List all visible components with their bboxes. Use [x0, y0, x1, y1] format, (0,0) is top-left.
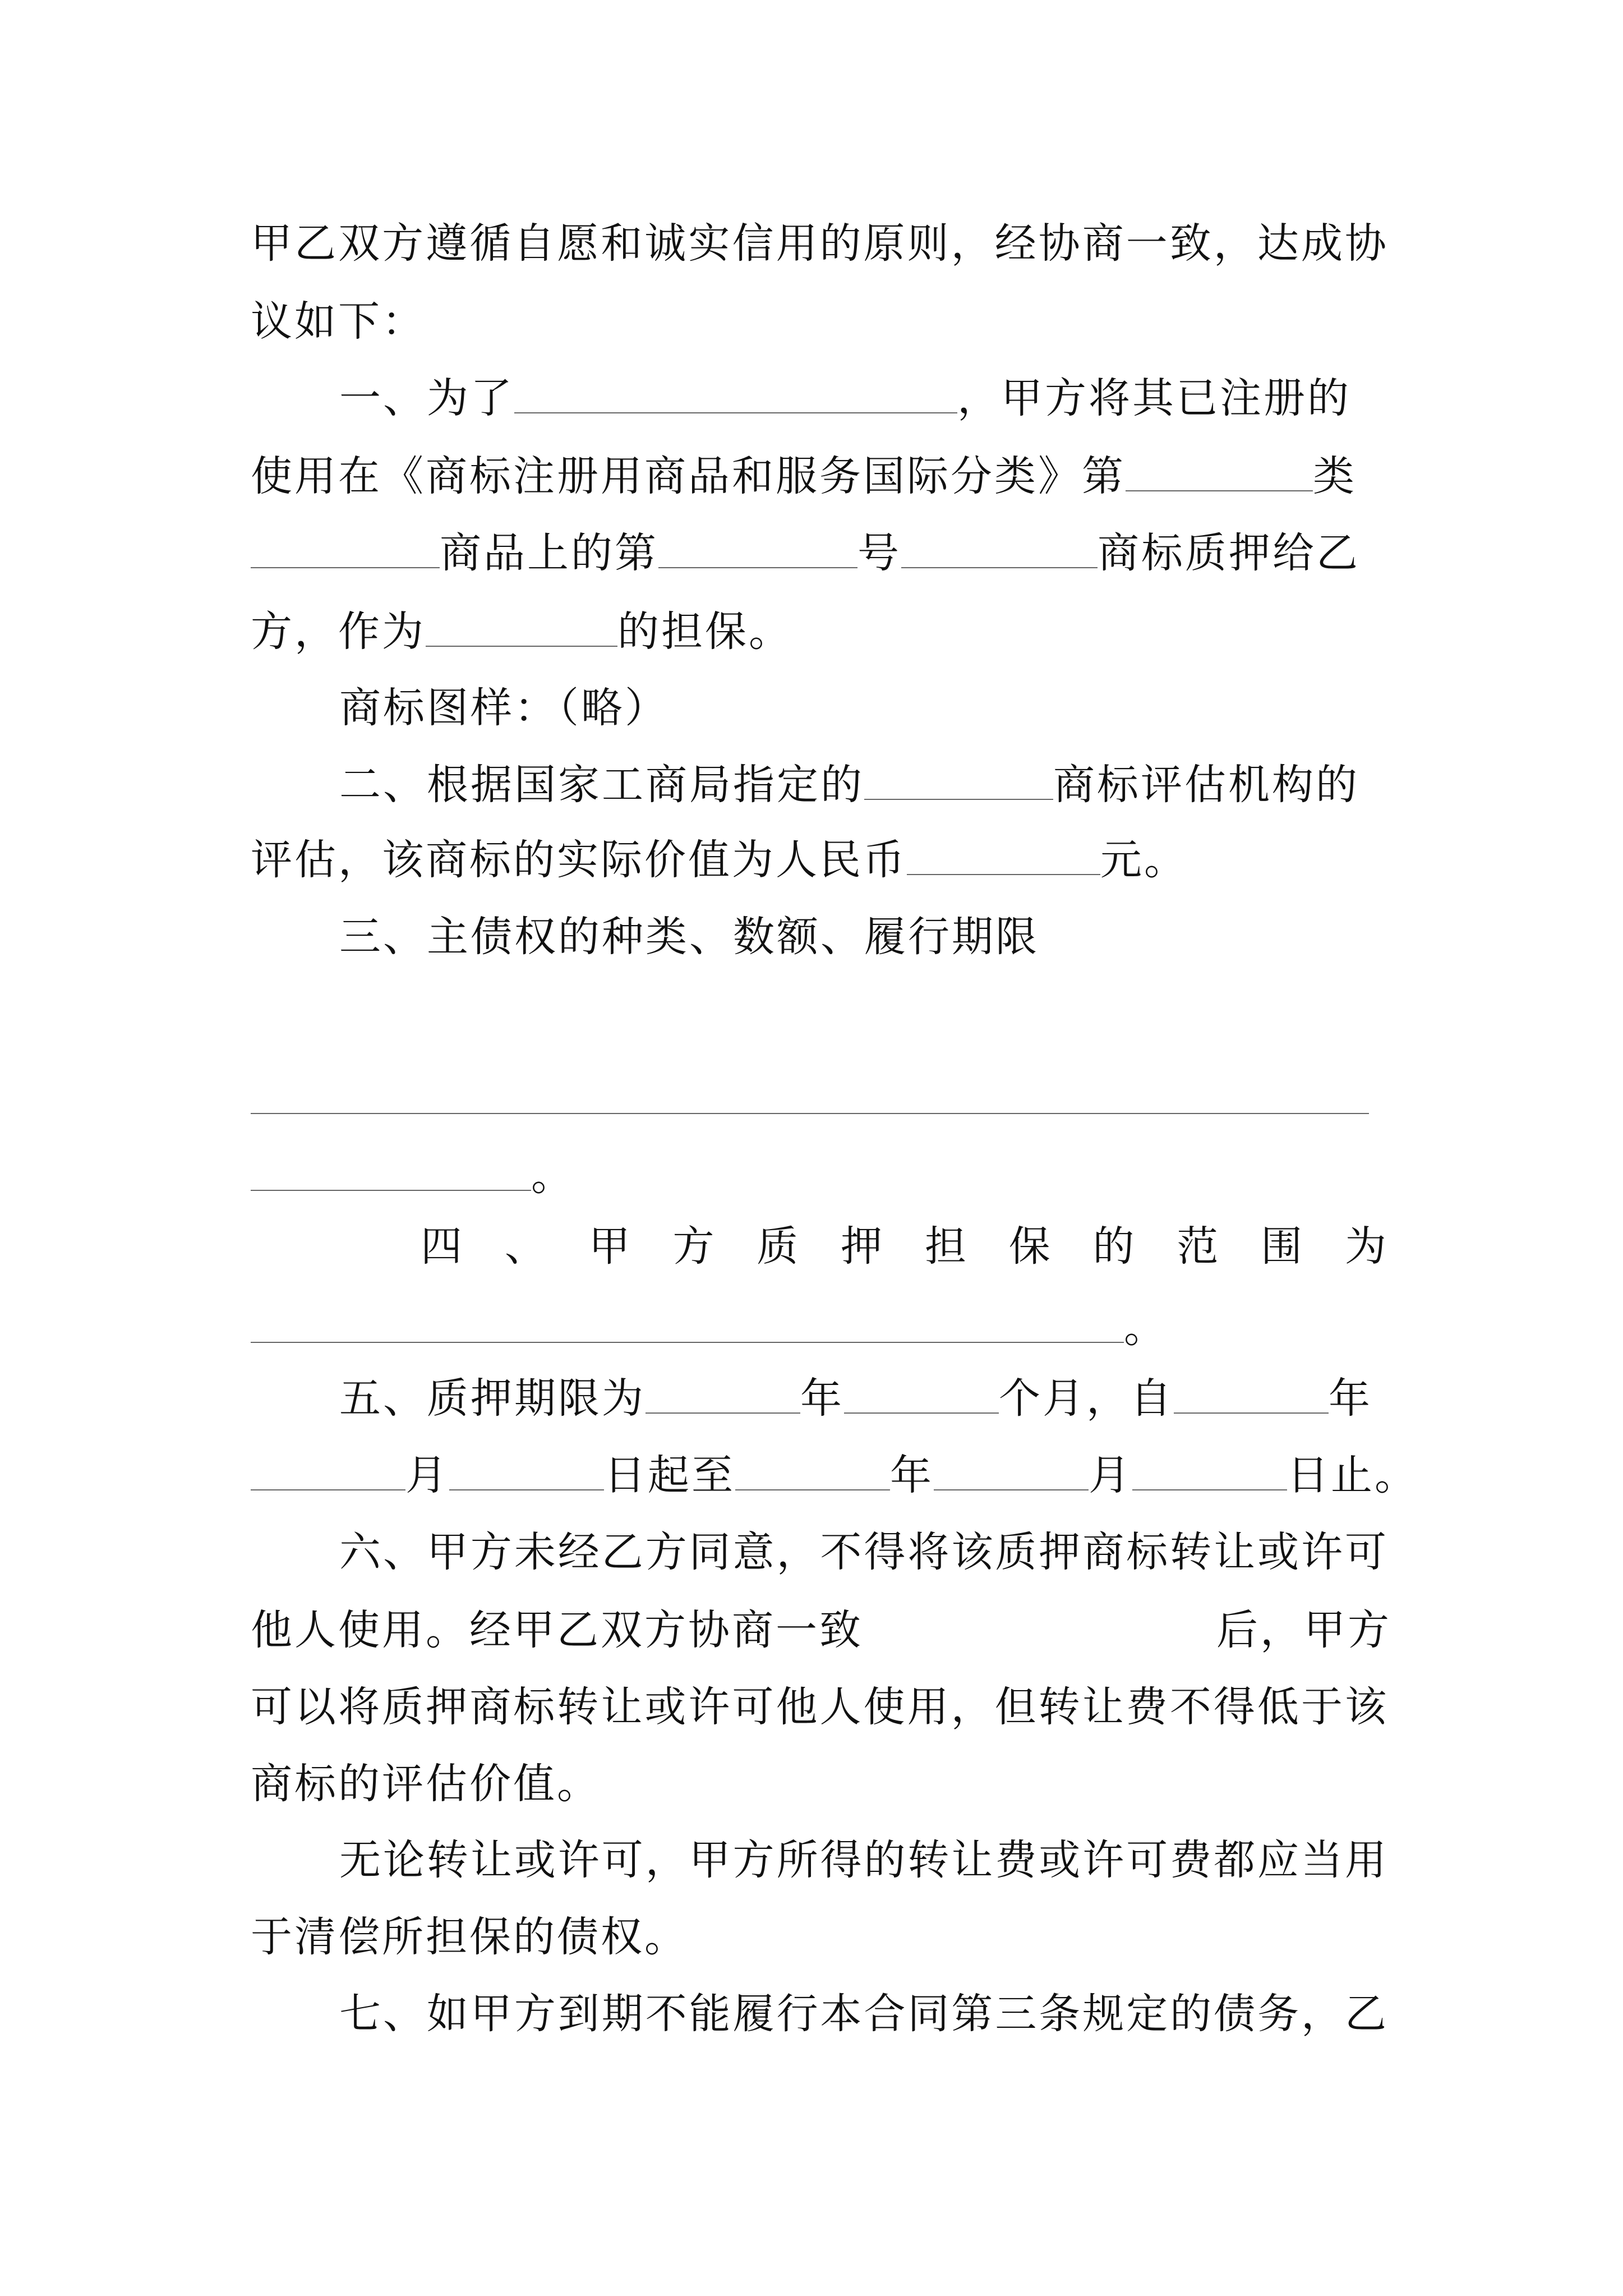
- text: 日起至: [604, 1451, 735, 1499]
- blank-field[interactable]: [901, 528, 1098, 568]
- clause-6-line: 可以将质押商标转让或许可他人使用，但转让费不得低于该: [251, 1683, 1386, 1731]
- blank-field[interactable]: [864, 760, 1053, 800]
- blank-field[interactable]: [844, 1373, 999, 1414]
- blank-field[interactable]: [514, 373, 957, 413]
- clause-3-line: [251, 1074, 1369, 1124]
- text: 。: [531, 1152, 575, 1200]
- clause-4-line: 四、甲方质押担保的范围为: [421, 1222, 1386, 1271]
- clause-3-line: [251, 1151, 575, 1201]
- text: 他人使用。经甲乙双方协商一致: [251, 1606, 863, 1654]
- blank-field[interactable]: [1126, 451, 1313, 491]
- blank-field[interactable]: [934, 1450, 1089, 1490]
- text: 商标质押给乙: [1098, 529, 1360, 577]
- clause-1-line: [251, 528, 1360, 578]
- text: 号: [857, 529, 901, 577]
- clause-4-line: [251, 1303, 1168, 1353]
- blank-field[interactable]: [907, 835, 1100, 875]
- clause-1-line: [339, 373, 1351, 424]
- text: 类: [1313, 452, 1357, 500]
- paragraph-line: 于清偿所担保的债权。: [251, 1913, 688, 1961]
- text: 。: [1124, 1304, 1168, 1352]
- blank-field[interactable]: [735, 1450, 890, 1490]
- blank-field[interactable]: [426, 606, 617, 647]
- text: 月: [405, 1451, 449, 1499]
- text: 方，作为: [251, 608, 426, 656]
- text: 二、根据国家工商局指定的: [339, 761, 864, 809]
- text: 年: [800, 1374, 844, 1423]
- text: 年: [1329, 1374, 1372, 1423]
- blank-field[interactable]: [251, 1151, 531, 1191]
- clause-5-line: [251, 1450, 1418, 1501]
- blank-field[interactable]: [1132, 1450, 1287, 1490]
- blank-field[interactable]: [251, 528, 440, 568]
- paragraph-line: 甲乙双方遵循自愿和诚实信用的原则，经协商一致，达成协: [251, 219, 1386, 268]
- text: 商品上的第: [440, 529, 658, 577]
- trademark-sample-line: 商标图样：（略）: [339, 684, 668, 732]
- text: 使用在《商标注册用商品和服务国际分类》第: [251, 452, 1126, 500]
- text: 五、质押期限为: [339, 1374, 645, 1423]
- text: 评估，该商标的实际价值为人民币: [251, 836, 907, 884]
- text: 日止。: [1287, 1451, 1418, 1499]
- text: 后，甲方: [1216, 1606, 1391, 1654]
- blank-field[interactable]: [1174, 1373, 1329, 1414]
- clause-2-line: [339, 760, 1359, 810]
- clause-3-line: 三、主债权的种类、数额、履行期限: [339, 913, 1039, 961]
- clause-1-line: [251, 606, 792, 657]
- blank-field[interactable]: [251, 1074, 1369, 1114]
- text: 元。: [1100, 836, 1188, 884]
- clause-6-line: 商标的评估价值。: [251, 1760, 601, 1808]
- blank-field[interactable]: [449, 1450, 604, 1490]
- text: 个月，自: [999, 1374, 1174, 1423]
- text: 商标评估机构的: [1053, 761, 1359, 809]
- clause-1-line: [251, 451, 1357, 501]
- clause-7-line: 七、如甲方到期不能履行本合同第三条规定的债务，乙: [339, 1990, 1386, 2038]
- clause-2-line: [251, 835, 1188, 885]
- blank-field[interactable]: [645, 1373, 800, 1414]
- blank-field[interactable]: [251, 1303, 1124, 1343]
- clause-6-line: 六、甲方未经乙方同意，不得将该质押商标转让或许可: [339, 1528, 1386, 1576]
- text: 的担保。: [617, 608, 792, 656]
- text: ，甲方将其已注册的: [957, 374, 1351, 422]
- clause-5-line: [339, 1373, 1372, 1424]
- clause-6-line: [251, 1605, 1391, 1655]
- text: 月: [1089, 1451, 1132, 1499]
- paragraph-line: 议如下：: [251, 297, 426, 346]
- paragraph-line: 无论转让或许可，甲方所得的转让费或许可费都应当用: [339, 1836, 1386, 1884]
- blank-field[interactable]: [658, 528, 857, 568]
- text: 年: [890, 1451, 934, 1499]
- text: 一、为了: [339, 374, 514, 422]
- blank-field[interactable]: [251, 1450, 405, 1490]
- blank-space: [863, 1605, 1216, 1644]
